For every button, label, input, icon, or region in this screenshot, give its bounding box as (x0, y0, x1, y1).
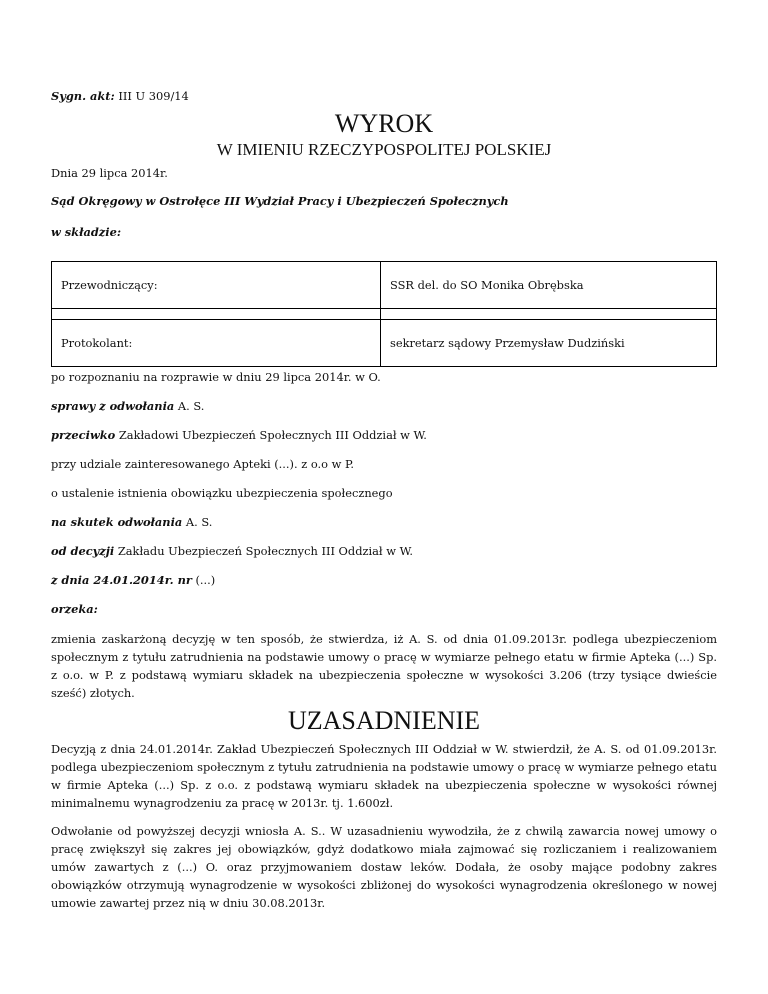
composition-row-clerk (52, 320, 717, 367)
composition-label: w składzie: (51, 225, 122, 239)
document-title: WYROK (334, 109, 434, 138)
spacer-cell (381, 309, 717, 320)
decision-label: od decyzji (51, 544, 115, 558)
against-label: przeciwko (51, 428, 116, 442)
document-subtitle: W IMIENIU RZECZYPOSPOLITEJ POLSKIEJ (216, 140, 552, 159)
composition-table (51, 261, 717, 367)
effect-value: A. S. (182, 515, 213, 529)
court-name: Sąd Okręgowy w Ostrołęce III Wydział Pracy i Ubezpieczeń Społecznych (51, 194, 509, 208)
composition-row-chair (52, 262, 717, 309)
signature-value: III U 309/14 (118, 89, 189, 103)
effect-label: na skutek odwołania (51, 515, 183, 529)
appeal-line (51, 397, 717, 415)
appeal-value: A. S. (174, 399, 205, 413)
decision-value: Zakładu Ubezpieczeń Społecznych III Oddział w W. (114, 544, 413, 558)
dated-value: (...) (191, 573, 216, 587)
justification-title: UZASADNIENIE (287, 706, 481, 735)
role-cell: Protokolant: (52, 320, 381, 367)
interested-line: przy udziale zainteresowanego Apteki (...). z o.o w P. (51, 457, 354, 471)
person-cell: SSR del. do SO Monika Obrębska (381, 262, 717, 309)
person-cell: sekretarz sądowy Przemysław Dudziński (381, 320, 717, 367)
ruling-paragraph: zmienia zaskarżoną decyzję w ten sposób, że stwierdza, iż A. S. od dnia 01.09.2013r. podlega ubezpieczeniom społecznym z tytułu zatrudnienia na podstawie umowy o pracę w wymiarze pełnego etatu w firmie Apteka (...) Sp. z o.o. w P. z podstawą wymiaru składek na ubezpieczenia społeczne w wysokości 3.206 (trzy tysiące dwieście sześć) złotych. (51, 632, 717, 700)
subject-line: o ustalenie istnienia obowiązku ubezpieczenia społecznego (51, 486, 393, 500)
dated-label: z dnia 24.01.2014r. nr (51, 573, 192, 587)
justification-paragraph-2: Odwołanie od powyższej decyzji wniosła A. S.. W uzasadnieniu wywodziła, że z chwilą zawarcia nowej umowy o pracę zwiększył się zakres jej obowiązków, gdyż dodatkowo miała zajmować się rozliczaniem i realizowaniem umów zawartych z (...) O. oraz przyjmowaniem dostaw leków. Dodała, że osoby mające podobny zakres obowiązków otrzymują wynagrodzenie w wysokości zbliżonej do wysokości wynagrodzenia określonego w nowej umowie zawartej przez nią w dniu 30.08.2013r. (51, 824, 717, 910)
justification-paragraph-1: Decyzją z dnia 24.01.2014r. Zakład Ubezpieczeń Społecznych III Oddział w W. stwierdził, że A. S. od 01.09.2013r. podlega ubezpieczeniom społecznym z tytułu zatrudnienia na podstawie umowy o pracę w wymiarze pełnego etatu w firmie Apteka (...) Sp. z o.o. z podstawą wymiaru składek na ubezpieczenia społeczne w wysokości równej minimalnemu wynagrodzeniu za pracę w 2013r. tj. 1.600zł. (51, 742, 717, 810)
effect-line (51, 513, 717, 531)
signature-label: Sygn. akt: (51, 89, 115, 103)
decision-line (51, 542, 717, 560)
against-line (51, 426, 717, 444)
judgment-date: Dnia 29 lipca 2014r. (51, 166, 168, 180)
composition-row-spacer (52, 309, 717, 320)
hearing-line: po rozpoznaniu na rozprawie w dniu 29 lipca 2014r. w O. (51, 370, 381, 384)
spacer-cell (52, 309, 381, 320)
case-signature (51, 87, 189, 105)
appeal-label: sprawy z odwołania (51, 399, 175, 413)
rules-label: orzeka: (51, 602, 98, 616)
dated-line (51, 571, 717, 589)
against-value: Zakładowi Ubezpieczeń Społecznych III Oddział w W. (115, 428, 427, 442)
role-cell: Przewodniczący: (52, 262, 381, 309)
